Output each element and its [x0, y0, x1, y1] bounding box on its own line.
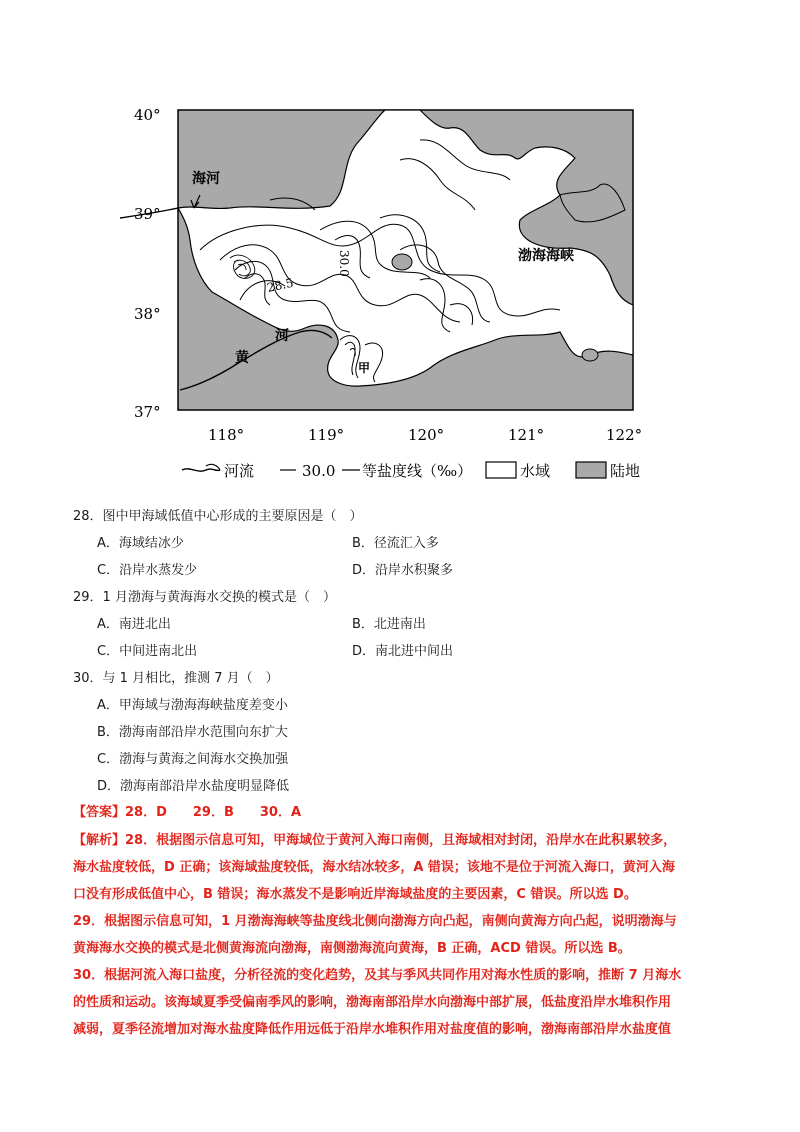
lat-label-40: 40° — [134, 106, 161, 124]
answer-line: 【答案】28．D 29．B 30．A — [73, 805, 302, 820]
q29-option-a: A．南进北出 — [97, 617, 171, 632]
river-legend-icon — [182, 469, 220, 471]
legend-river: 河流 — [224, 462, 255, 480]
q28-option-d: D．沿岸水积聚多 — [352, 563, 454, 578]
contour-label-28-5: 28.5 — [265, 275, 295, 295]
q29-option-b: B．北进南出 — [352, 617, 426, 632]
analysis-line-3: 口没有形成低值中心，B 错误；海水蒸发不是影响近岸海域盐度的主要因素，C 错误。所以选 D。 — [73, 887, 637, 902]
question-29: 29．1 月渤海与黄海海水交换的模式是（ ） — [73, 590, 336, 605]
q30-option-d: D．渤海南部沿岸水盐度明显降低 — [97, 779, 290, 794]
legend-water: 水域 — [520, 462, 551, 480]
q28-option-b: B．径流汇入多 — [352, 536, 439, 551]
question-30: 30．与 1 月相比，推测 7 月（ ） — [73, 671, 279, 686]
lon-label-118: 118° — [208, 426, 245, 444]
label-huang: 黄 — [235, 350, 249, 366]
q28-option-c: C．沿岸水蒸发少 — [97, 563, 198, 578]
q29-option-d: D．南北进中间出 — [352, 644, 454, 659]
lon-label-121: 121° — [508, 426, 545, 444]
q30-option-a: A．甲海域与渤海海峡盐度差变小 — [97, 698, 288, 713]
legend-land: 陆地 — [610, 462, 641, 480]
q30-option-b: B．渤海南部沿岸水范围向东扩大 — [97, 725, 288, 740]
q30-option-c: C．渤海与黄海之间海水交换加强 — [97, 752, 289, 767]
lat-label-37: 37° — [134, 403, 161, 421]
analysis-line-1: 【解析】28．根据图示信息可知，甲海域位于黄河入海口南侧，且海域相对封闭，沿岸水在此积累较多， — [73, 833, 677, 848]
label-bohai-strait: 渤海海峡 — [518, 248, 574, 264]
analysis-line-5: 黄海海水交换的模式是北侧黄海流向渤海，南侧渤海流向黄海，B 正确，ACD 错误。所以选 B。 — [73, 941, 631, 956]
lon-label-119: 119° — [308, 426, 345, 444]
analysis-line-2: 海水盐度较低，D 正确；该海域盐度较低，海水结冰较多，A 错误；该地不是位于河流入海口，黄河入海 — [73, 860, 675, 875]
q28-option-a: A．海域结冰少 — [97, 536, 184, 551]
island — [582, 349, 598, 361]
lon-label-120: 120° — [408, 426, 445, 444]
label-jia: 甲 — [358, 361, 371, 375]
question-28: 28．图中甲海域低值中心形成的主要原因是（ ） — [73, 509, 363, 524]
q29-option-c: C．中间进南北出 — [97, 644, 198, 659]
salinity-map — [120, 100, 660, 495]
lat-label-38: 38° — [134, 305, 161, 323]
analysis-line-7: 的性质和运动。该海域夏季受偏南季风的影响，渤海南部沿岸水向渤海中部扩展，低盐度沿岸水堆积作用 — [73, 995, 672, 1010]
salinity-map-figure — [120, 100, 660, 495]
legend-contour-text: 等盐度线（‰） — [362, 462, 473, 480]
contour-label-30: 30.0 — [337, 250, 351, 277]
analysis-line-6: 30．根据河流入海口盐度，分析径流的变化趋势，及其与季风共同作用对海水性质的影响，推断 7 月海水 — [73, 968, 682, 983]
water-legend-swatch — [486, 462, 516, 478]
lat-label-39: 39° — [134, 205, 161, 223]
map-legend — [182, 462, 640, 480]
island — [392, 254, 412, 270]
label-haihe: 海河 — [192, 171, 220, 187]
analysis-line-4: 29．根据图示信息可知，1 月渤海海峡等盐度线北侧向渤海方向凸起，南侧向黄海方向凸起，说明渤海与 — [73, 914, 677, 929]
legend-contour-sample: 30.0 — [302, 462, 336, 480]
analysis-line-8: 减弱，夏季径流增加对海水盐度降低作用远低于沿岸水堆积作用对盐度值的影响，渤海南部沿岸水盐度值 — [73, 1022, 672, 1037]
lon-label-122: 122° — [606, 426, 643, 444]
land-legend-swatch — [576, 462, 606, 478]
label-he: 河 — [275, 328, 289, 344]
